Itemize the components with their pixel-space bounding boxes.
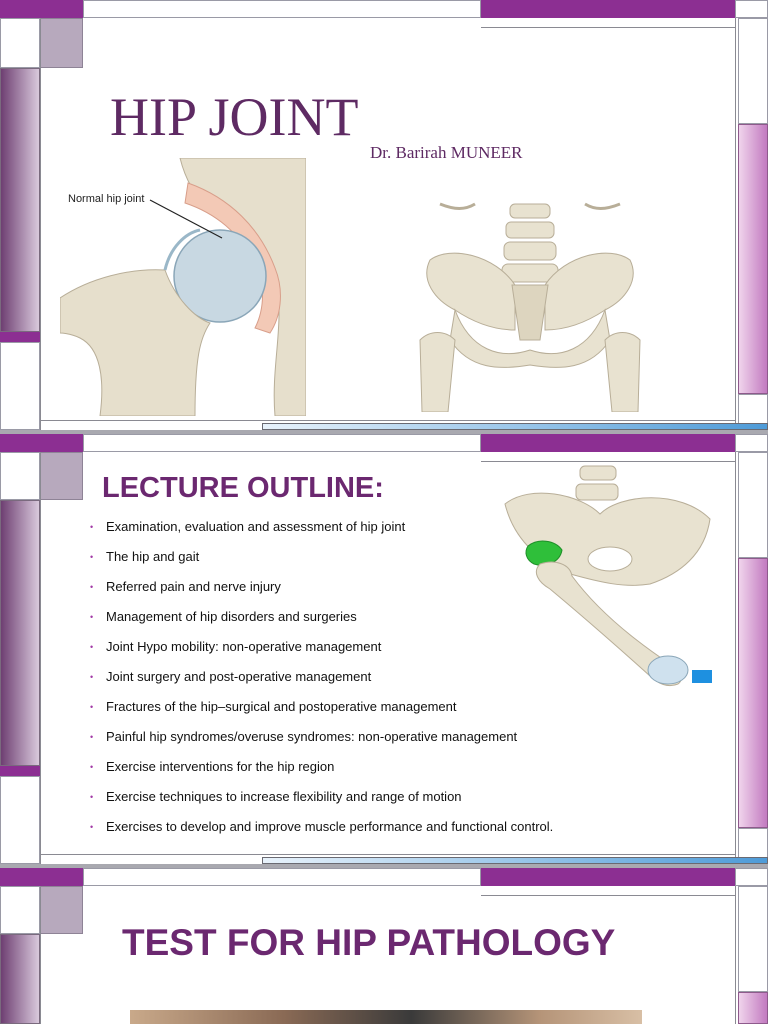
outline-list (90, 516, 553, 846)
bullet-icon: • (90, 732, 94, 742)
bullet-icon: • (90, 702, 94, 712)
list-item: • Examination, evaluation and assessment of hip joint (90, 516, 553, 546)
slide-lecture-outline (0, 434, 768, 864)
right-gradient-bar (738, 992, 768, 1024)
top-frame-bar-right (735, 0, 768, 18)
list-item: • Joint surgery and post-operative management (90, 666, 553, 696)
frame-line (735, 452, 736, 864)
frame-line (735, 18, 736, 430)
watermark-badge (692, 670, 712, 683)
lavender-square (40, 886, 83, 934)
list-item: • Exercises to develop and improve muscle performance and functional control. (90, 816, 553, 846)
bullet-icon: • (90, 792, 94, 802)
top-accent-bar-right (481, 434, 735, 452)
frame-line (481, 27, 735, 28)
slide-title: HIP JOINT (110, 87, 359, 147)
left-frame-box (0, 452, 40, 500)
bullet-icon: • (90, 552, 94, 562)
frame-line (481, 461, 735, 462)
bottom-blue-strip (262, 423, 768, 430)
lavender-square (40, 18, 83, 68)
top-accent-bar-right (481, 0, 735, 18)
bullet-icon: • (90, 582, 94, 592)
left-gradient-bar (0, 934, 40, 1024)
list-item: • The hip and gait (90, 546, 553, 576)
left-frame-bottom-box (0, 342, 40, 430)
top-accent-bar-left (0, 868, 83, 886)
right-gradient-bar (738, 124, 768, 394)
left-accent-bar (0, 332, 40, 342)
list-item: • Exercise interventions for the hip region (90, 756, 553, 786)
right-gradient-bar (738, 558, 768, 828)
list-item: • Referred pain and nerve injury (90, 576, 553, 606)
frame-line (40, 452, 41, 864)
bullet-icon: • (90, 612, 94, 622)
top-accent-bar-left (0, 0, 83, 18)
frame-line (481, 895, 735, 896)
top-frame-bar (83, 0, 481, 18)
top-frame-bar (83, 868, 481, 886)
top-frame-bar-right (735, 868, 768, 886)
bullet-icon: • (90, 822, 94, 832)
bullet-icon: • (90, 762, 94, 772)
figure-label-normal-hip-joint: Normal hip joint (68, 193, 145, 205)
frame-line (40, 854, 735, 855)
pelvis-illustration (400, 200, 660, 412)
frame-line (40, 420, 735, 421)
list-item: • Management of hip disorders and surgeries (90, 606, 553, 636)
list-item: • Painful hip syndromes/overuse syndromes: non-operative management (90, 726, 553, 756)
slide-test-for-hip-pathology (0, 868, 768, 1024)
author-name: Dr. Barirah MUNEER (370, 143, 523, 162)
lavender-square (40, 452, 83, 500)
list-item: • Joint Hypo mobility: non-operative management (90, 636, 553, 666)
top-accent-bar-left (0, 434, 83, 452)
frame-line (735, 886, 736, 1024)
bullet-icon: • (90, 522, 94, 532)
left-frame-box (0, 886, 40, 934)
list-item: • Exercise techniques to increase flexibility and range of motion (90, 786, 553, 816)
right-frame-box (738, 452, 768, 558)
left-frame-bottom-box (0, 776, 40, 864)
bullet-icon: • (90, 672, 94, 682)
slide-title: LECTURE OUTLINE: (102, 472, 384, 504)
slide-title: TEST FOR HIP PATHOLOGY (122, 922, 616, 963)
top-accent-bar-right (481, 868, 735, 886)
slide-hip-joint (0, 0, 768, 430)
bullet-icon: • (90, 642, 94, 652)
right-frame-box (738, 18, 768, 124)
left-accent-bar (0, 766, 40, 776)
frame-line (40, 886, 41, 1024)
list-item: • Fractures of the hip–surgical and postoperative management (90, 696, 553, 726)
right-frame-box (738, 886, 768, 992)
clinical-photo (130, 1010, 642, 1024)
left-gradient-bar (0, 500, 40, 766)
bottom-blue-strip (262, 857, 768, 864)
frame-line (40, 18, 41, 430)
left-gradient-bar (0, 68, 40, 332)
top-frame-bar-right (735, 434, 768, 452)
left-frame-box (0, 18, 40, 68)
top-frame-bar (83, 434, 481, 452)
